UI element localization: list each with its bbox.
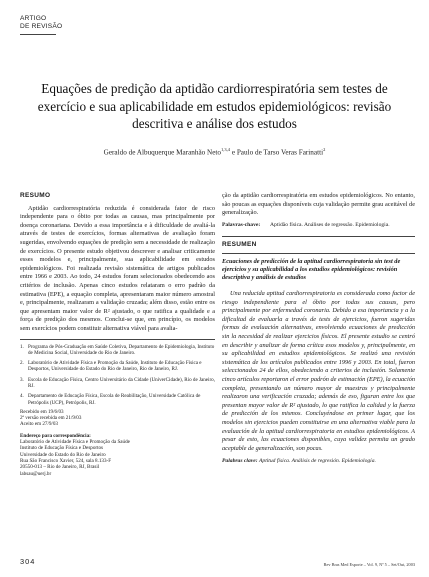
- author-2: Paulo de Tarso Veras Farinatti: [236, 148, 324, 157]
- footnote-3-text: Escola de Educação Física, Centro Universitário da Cidade (UniverCidade), Rio de Janeiro, RJ.: [28, 376, 215, 389]
- left-column: [20, 192, 215, 477]
- right-column: [222, 192, 415, 465]
- resumo-heading: RESUMO: [20, 192, 51, 199]
- correspondence-line-2: Instituto de Educação Física e Desportos: [20, 445, 104, 452]
- correspondence-line-4: Rua São Francisco Xavier, 524, sala 8.133-F: [20, 457, 112, 464]
- section-tag-line1: ARTIGO: [20, 15, 47, 22]
- footnote-1-number: 1.: [20, 343, 24, 350]
- section-tag-line2: DE REVISÃO: [20, 22, 63, 30]
- author-line: [20, 147, 409, 156]
- footnote-4-text: Departamento de Educação Física, Escola de Reabilitação, Universidade Católica de Petrópolis (UCP), Petrópolis, RJ.: [28, 393, 201, 406]
- footnotes: [20, 344, 215, 406]
- footnote-divider: [20, 339, 215, 340]
- footnote-1: [20, 344, 215, 357]
- footnote-2-number: 2.: [20, 360, 24, 367]
- article-title: Equações de predição da aptidão cardiorrespiratória sem testes de exercício e sua aplicabilidade em estudos epidemiológicos: revisão descritiva e análise dos estudos: [37, 81, 392, 131]
- correspondence-line-1: Laboratório de Atividade Física e Promoção da Saúde: [20, 439, 130, 446]
- resumo-body: Aptidão cardiorrespiratória reduzida é considerada fator de risco independente para o óbito por todas as causas, mas principalmente por doença coronariana. Devido a essa importância e à dificuldade de avaliá-la através de testes de exercícios, formas alternativas de avaliação foram sugeridas, envolvendo equações de predição sem a necessidade de realização de exercícios. O presente estudo objetivou descrever e analisar criticamente esses modelos e, principalmente, sua aplicabilidade em estudos epidemiológicos. Foi realizada revisão sistemática de artigos publicados entre 1966 e 2003. Ao todo, 24 estudos foram selecionados obedecendo aos critérios de inclusão. Apenas cinco estudos relataram o erro padrão da estimativa (EPE), a equação completa, apresentaram maior número amostral e, principalmente, realizaram a validação cruzada; além disso, estão entre os que apresentam maior valor de R² ajustado, o que ratifica a qualidade e a força de predição dos mesmos. Conclui-se que, em princípio, os modelos sem exercícios podem constituir alternativa viável para avalia-: [20, 204, 215, 332]
- resumen-heading-rule: [222, 253, 415, 254]
- correspondence-email[interactable]: labsau@uerj.br: [20, 470, 52, 477]
- section-tag: [20, 15, 62, 30]
- resumen-body: Una reducida aptitud cardiorrespiratoria es considerada como factor de riesgo independiente para el óbito por todas sus causas, pero principalmente por enfermedad coronaria. Debido a esa importancia y a la dificultad de evaluarla a través de tests de ejercicios, fueron sugeridas formas de evaluación alternativas, envolviendo ecuaciones de predicción sin la necesidad de realizar ejercicios físicos. El presente estudio se centró en describir y analizar de forma crítica esos modelos y, principalmente, en su aplicabilidad en estudios epidemiológicos. Se realizó una revisión sistemática de los artículos publicados entre 1996 y 2003. En total, fueron seleccionados 24 de ellos, obedeciendo a criterios de inclusión. Solamente cinco artículos reportaron el error padrón de estimación (EPE), la ecuación completa, presentando un número mayor de muestras y principalmente realizaron una verificación cruzada; además de eso, figuran entre los que presentan mayor valor de R² ajustado, lo que ratifica la calidad y la fuerza de predicción de los mismos. Concluyéndose en primer lugar, que los modelos sin ejercicios pueden constituirse en una alternativa viable para la evaluación de la aptitud cardiorrespiratoria en estudios epidemiológicos. A pesar de esto, las ecuaciones disponibles, cuya validez permita un grado aceptable de generalización, son pocas.: [222, 290, 415, 452]
- author-separator: e: [230, 148, 237, 157]
- resumen-title: Ecuaciones de predicción de la aptitud cardiorrespiratoria sin test de ejercicios y su aplicabilidad a los estudios epidemiológicos: revisión descriptiva y análisis de estudios: [222, 258, 401, 282]
- received-date: Recebido em 19/6/03: [20, 408, 64, 415]
- correspondence-label: Endereço para correspondência:: [20, 432, 91, 439]
- footnote-4-number: 4.: [20, 393, 24, 400]
- revised-date: 2ª versão recebida em 21/9/03: [20, 415, 82, 422]
- footnote-4: [20, 393, 215, 406]
- footnote-3-number: 3.: [20, 376, 24, 383]
- correspondence-address: [20, 433, 215, 477]
- footnote-1-text: Programa de Pós-Graduação em Saúde Coletiva, Departamento de Epidemiologia, Instituto de Medicina Social, Universidade do Rio de Janeiro.: [28, 343, 215, 356]
- keywords-pt-label: Palavras-chave:: [222, 221, 261, 228]
- page-number: 304: [20, 557, 36, 566]
- resumo-continuation: ção da aptidão cardiorrespiratória em estudos epidemiológicos. No entanto, são poucas as equações disponíveis cuja validação permite grau aceitável de generalização.: [222, 192, 415, 217]
- footnote-3: [20, 377, 215, 390]
- author-2-affiliations: 2: [323, 147, 326, 152]
- keywords-pt: [222, 222, 415, 229]
- accepted-date: Aceito em 27/9/03: [20, 421, 58, 428]
- resumen-heading: RESUMEN: [222, 240, 257, 248]
- resumen-divider: [222, 236, 415, 237]
- journal-citation: Rev Bras Med Esporte – Vol. 9, Nº 5 – Set/Out, 2003: [323, 562, 415, 567]
- footnote-2-text: Laboratório de Atividade Física e Promoção da Saúde, Instituto de Educação Física e Desportos, Universidade do Estado do Rio de Janeiro, Rio de Janeiro, RJ.: [28, 360, 202, 373]
- keywords-es: [222, 458, 415, 465]
- section-tag-rule: [20, 34, 56, 35]
- author-1-affiliations: 1,3,4: [221, 147, 231, 152]
- keywords-es-text: Aptitud física. Análisis de regresión. Epidemiología.: [258, 458, 376, 465]
- received-dates: [20, 409, 215, 428]
- correspondence-line-3: Universidade do Estado do Rio de Janeiro: [20, 451, 106, 458]
- footnote-2: [20, 360, 215, 373]
- keywords-es-label: Palabras clave:: [222, 458, 258, 465]
- keywords-pt-text: Aptidão física. Análises de regressão. Epidemiologia.: [270, 221, 390, 228]
- correspondence-line-5: 20550-013 – Rio de Janeiro, RJ, Brasil: [20, 464, 100, 471]
- author-1: Geraldo de Albuquerque Maranhão Neto: [103, 148, 222, 157]
